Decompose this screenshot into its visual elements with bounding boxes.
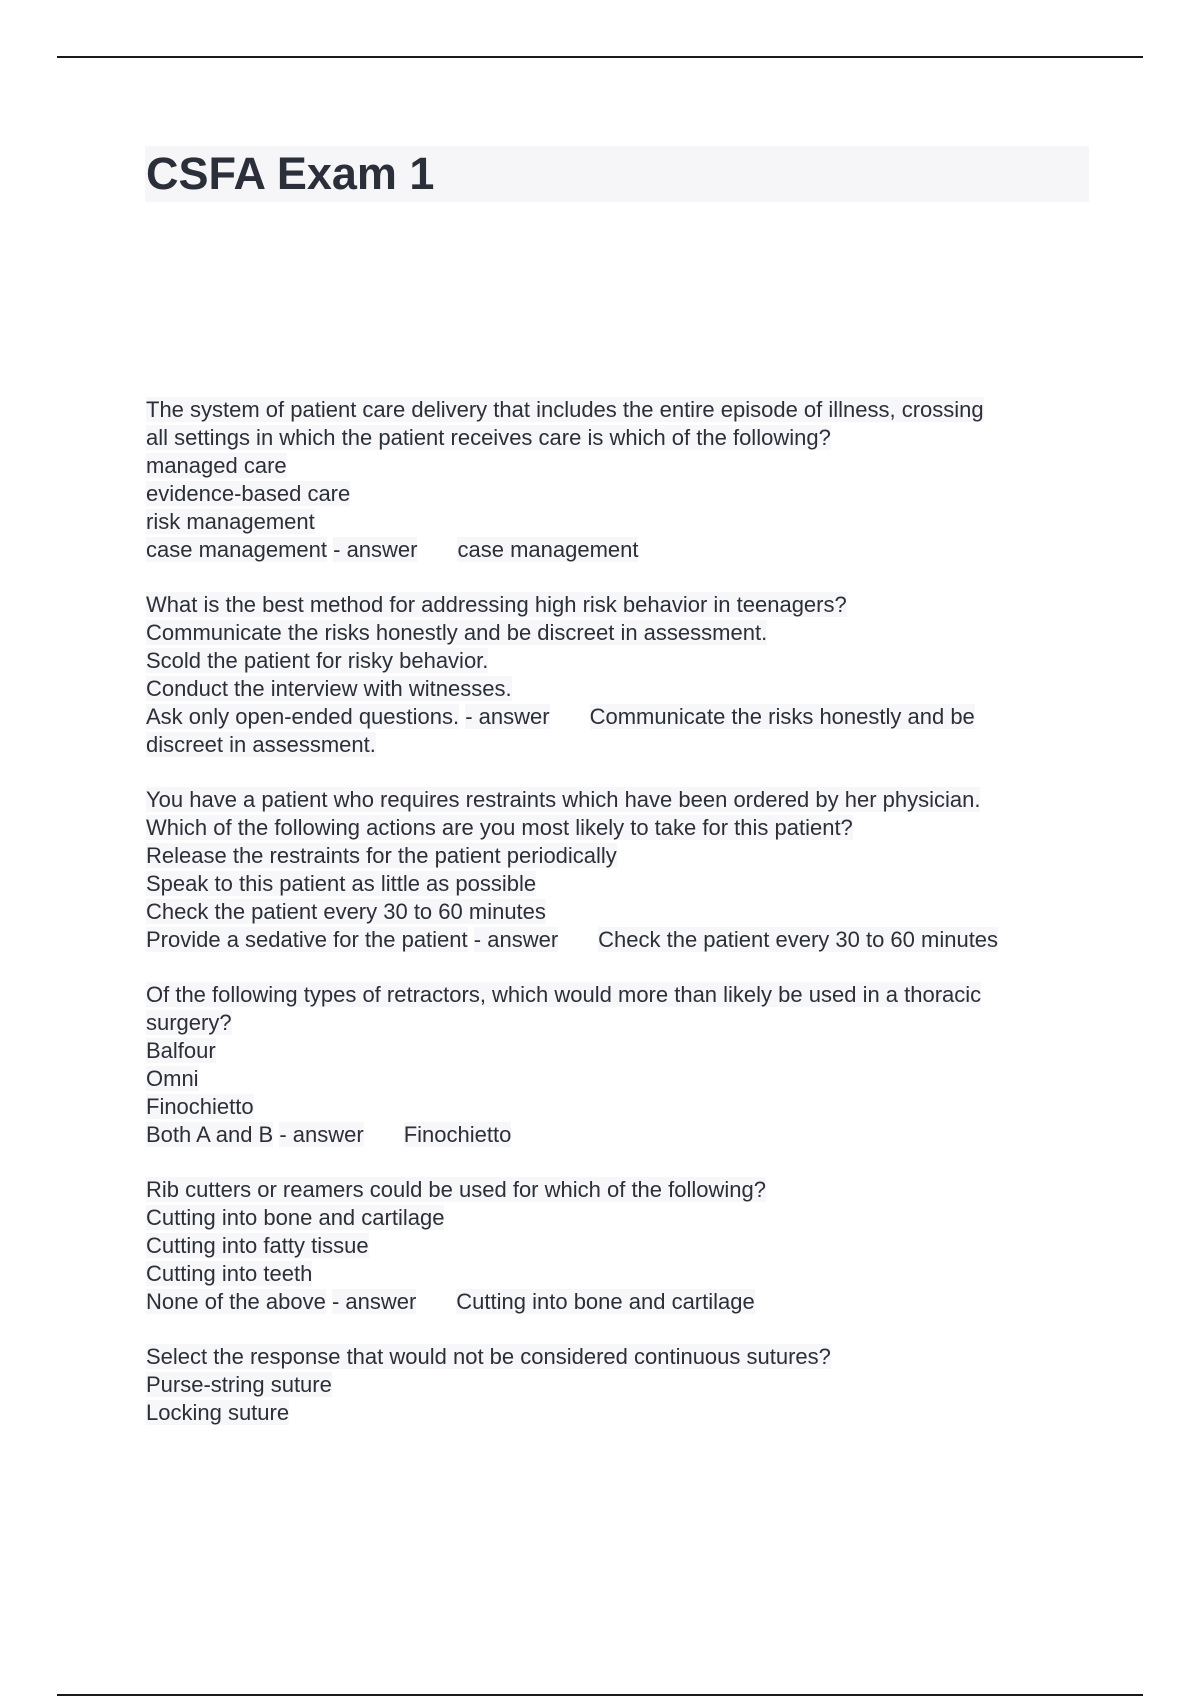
top-rule bbox=[57, 56, 1143, 58]
option-text: Cutting into fatty tissue bbox=[146, 1233, 369, 1258]
question-block bbox=[146, 396, 1106, 564]
question-block bbox=[146, 786, 1106, 954]
question-text: Of the following types of retractors, which would more than likely be used in a thoracic bbox=[146, 982, 982, 1007]
answer-text: Finochietto bbox=[403, 1122, 512, 1147]
question-text: surgery? bbox=[146, 1010, 232, 1035]
bottom-rule bbox=[57, 1694, 1143, 1696]
option-with-answer bbox=[146, 703, 1106, 731]
page-title: CSFA Exam 1 bbox=[146, 148, 435, 199]
answer-marker: - answer bbox=[279, 1122, 364, 1147]
last-option: None of the above bbox=[146, 1289, 326, 1314]
answer-text-continued: discreet in assessment. bbox=[146, 732, 376, 757]
option-text: evidence-based care bbox=[146, 481, 351, 506]
last-option: Both A and B bbox=[146, 1122, 274, 1147]
option-text: Release the restraints for the patient periodically bbox=[146, 843, 617, 868]
answer-marker: - answer bbox=[333, 537, 418, 562]
option-with-answer bbox=[146, 1288, 1106, 1316]
option-with-answer bbox=[146, 536, 1106, 564]
last-option: Ask only open-ended questions. bbox=[146, 704, 460, 729]
question-text: Rib cutters or reamers could be used for which of the following? bbox=[146, 1177, 766, 1202]
answer-text: Check the patient every 30 to 60 minutes bbox=[598, 927, 999, 952]
option-text: Balfour bbox=[146, 1038, 216, 1063]
last-option: Provide a sedative for the patient bbox=[146, 927, 468, 952]
answer-text: Communicate the risks honestly and be bbox=[589, 704, 975, 729]
question-text: Select the response that would not be considered continuous sutures? bbox=[146, 1344, 831, 1369]
question-list bbox=[146, 396, 1106, 1454]
answer-marker: - answer bbox=[465, 704, 550, 729]
question-text: Which of the following actions are you most likely to take for this patient? bbox=[146, 815, 853, 840]
question-text: You have a patient who requires restraints which have been ordered by her physician. bbox=[146, 787, 981, 812]
option-text: Scold the patient for risky behavior. bbox=[146, 648, 489, 673]
option-text: Communicate the risks honestly and be discreet in assessment. bbox=[146, 620, 768, 645]
option-text: Speak to this patient as little as possible bbox=[146, 871, 537, 896]
answer-text: case management bbox=[457, 537, 639, 562]
question-block bbox=[146, 1176, 1106, 1316]
option-text: risk management bbox=[146, 509, 315, 534]
answer-text: Cutting into bone and cartilage bbox=[456, 1289, 755, 1314]
last-option: case management bbox=[146, 537, 327, 562]
option-text: Finochietto bbox=[146, 1094, 254, 1119]
question-text: What is the best method for addressing high risk behavior in teenagers? bbox=[146, 592, 847, 617]
question-text: The system of patient care delivery that includes the entire episode of illness, crossing bbox=[146, 397, 984, 422]
question-text: all settings in which the patient receives care is which of the following? bbox=[146, 425, 831, 450]
answer-marker: - answer bbox=[473, 927, 559, 952]
question-block bbox=[146, 591, 1106, 759]
option-with-answer bbox=[146, 926, 1106, 954]
option-text: Purse-string suture bbox=[146, 1372, 332, 1397]
answer-marker: - answer bbox=[331, 1289, 417, 1314]
option-text: Cutting into bone and cartilage bbox=[146, 1205, 445, 1230]
option-with-answer bbox=[146, 1121, 1106, 1149]
option-text: Locking suture bbox=[146, 1400, 290, 1425]
option-text: Cutting into teeth bbox=[146, 1261, 313, 1286]
option-text: Omni bbox=[146, 1066, 199, 1091]
question-block bbox=[146, 981, 1106, 1149]
option-text: Conduct the interview with witnesses. bbox=[146, 676, 512, 701]
option-text: Check the patient every 30 to 60 minutes bbox=[146, 899, 546, 924]
option-text: managed care bbox=[146, 453, 287, 478]
question-block bbox=[146, 1343, 1106, 1427]
